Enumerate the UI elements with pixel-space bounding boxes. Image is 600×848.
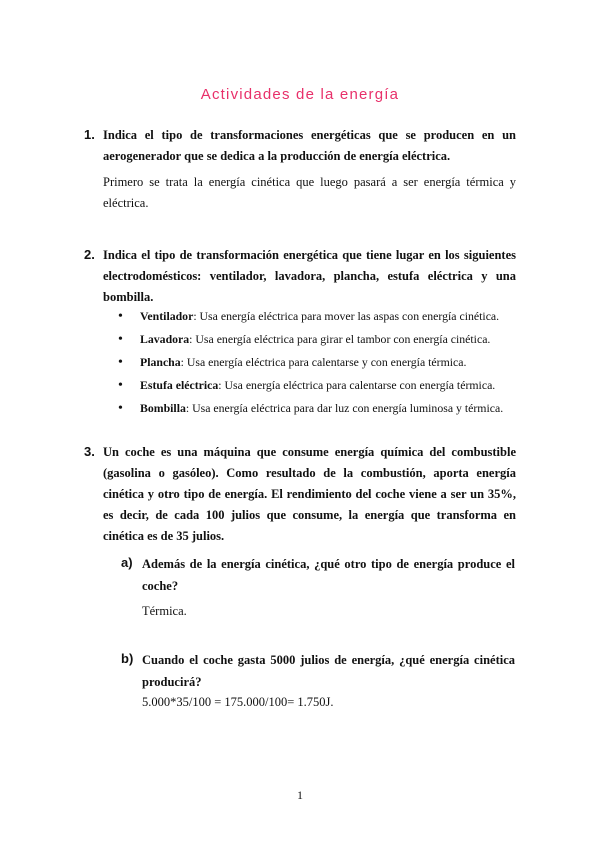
- subquestion-b-label: b): [121, 651, 134, 666]
- question-2-number: 2.: [84, 247, 95, 262]
- item-term: Plancha: [140, 355, 181, 369]
- question-1-number: 1.: [84, 127, 95, 142]
- subquestion-a-label: a): [121, 555, 133, 570]
- item-term: Lavadora: [140, 332, 190, 346]
- bullet-icon: •: [118, 332, 123, 347]
- question-1-text: Indica el tipo de transformaciones energéticas que se producen en un aerogenerador que se dedica a la producción de energía eléctrica.: [103, 128, 516, 163]
- item-term: Bombilla: [140, 401, 186, 415]
- question-2-text: Indica el tipo de transformación energética que tiene lugar en los siguientes electrodomésticos: ventilador, lavadora, plancha, estufa eléctrica y una bombilla.: [103, 248, 516, 304]
- subquestion-b-text: Cuando el coche gasta 5000 julios de energía, ¿qué energía cinética producirá?: [142, 653, 515, 689]
- list-item: [118, 329, 503, 352]
- question-3-text: Un coche es una máquina que consume energía química del combustible (gasolina o gasóleo). Como resultado de la combustión, aporta energía cinética y otro tipo de energía. El rendimiento del coche viene a ser un 35%, es decir, de cada 100 julios que consume, la energía que transforma en cinética es de 35 julios.: [103, 445, 516, 543]
- item-description: : Usa energía eléctrica para calentarse y con energía térmica.: [180, 355, 467, 369]
- question-3-number: 3.: [84, 444, 95, 459]
- page-number: 1: [297, 788, 303, 802]
- appliance-list: [118, 306, 503, 421]
- item-description: : Usa energía eléctrica para girar el tambor con energía cinética.: [189, 332, 491, 346]
- item-term: Ventilador: [140, 309, 194, 323]
- subquestion-a-answer: Térmica.: [142, 604, 187, 618]
- subquestion-b-answer: 5.000*35/100 = 175.000/100= 1.750J.: [142, 695, 334, 709]
- question-1-answer: Primero se trata la energía cinética que luego pasará a ser energía térmica y eléctrica.: [103, 175, 516, 210]
- item-description: : Usa energía eléctrica para mover las aspas con energía cinética.: [193, 309, 500, 323]
- list-item: [118, 306, 503, 329]
- list-item: [118, 352, 503, 375]
- item-term: Estufa eléctrica: [140, 378, 219, 392]
- item-description: : Usa energía eléctrica para calentarse con energía térmica.: [218, 378, 496, 392]
- list-item: [118, 398, 503, 421]
- page-title: Actividades de la energía: [200, 86, 400, 103]
- item-description: : Usa energía eléctrica para dar luz con energía luminosa y térmica.: [185, 401, 504, 415]
- list-item: [118, 375, 503, 398]
- bullet-icon: •: [118, 309, 123, 324]
- subquestion-a-text: Además de la energía cinética, ¿qué otro tipo de energía produce el coche?: [142, 557, 515, 593]
- bullet-icon: •: [118, 355, 123, 370]
- bullet-icon: •: [118, 401, 123, 416]
- bullet-icon: •: [118, 378, 123, 393]
